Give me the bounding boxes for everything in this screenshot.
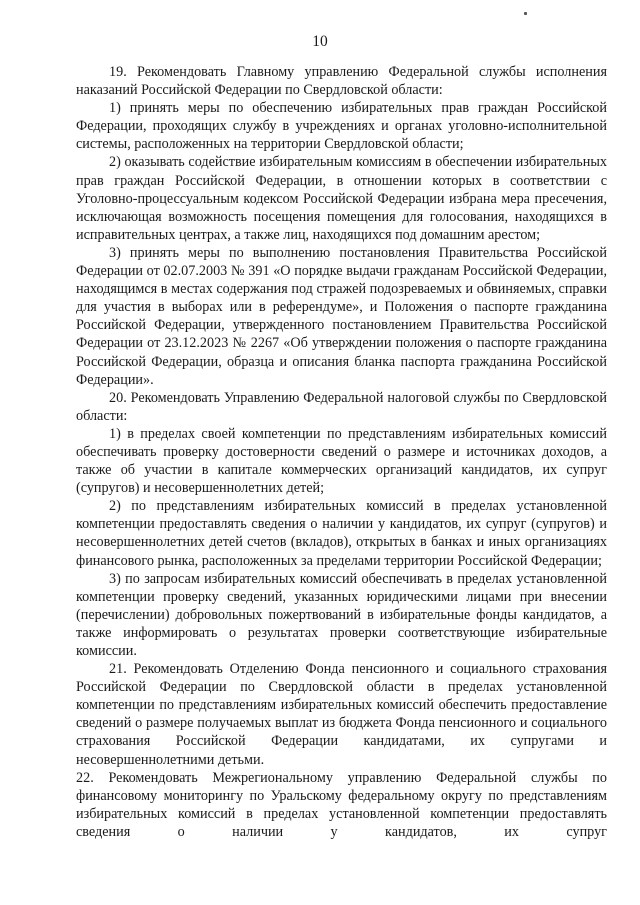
paragraph-20-item-2: 2) по представлениям избирательных комиссий в пределах установленной компетенции предоставлять сведения о наличии у кандидатов, их супруг (супругов) и несовершеннолетних детей счетов (вкладов), открытых в банках и иных организациях финансового рынка, расположенных за пределами территории Российской Федерации; [76, 498, 607, 569]
scan-speck [524, 12, 527, 15]
paragraph-19-item-3: 3) принять меры по выполнению постановления Правительства Российской Федерации от 02.07.2003 № 391 «О порядке выдачи гражданам Российской Федерации, находящимся в местах содержания под стражей подозреваемых и обвиняемых, справки для участия в выборах или в референдуме», и Положения о паспорте гражданина Российской Федерации, утвержденного постановлением Правительства Российской Федерации от 23.12.2023 № 2267 «Об утверждении положения о паспорте гражданина Российской Федерации, образца и описания бланка паспорта гражданина Российской Федерации». [76, 244, 607, 388]
document-body [76, 63, 607, 841]
paragraph-20-item-1: 1) в пределах своей компетенции по представлениям избирательных комиссий обеспечивать проверку достоверности сведений о размере и источниках доходов, а также об участии в капитале коммерческих организаций кандидатов, их супруг (супругов) и несовершеннолетних детей; [76, 425, 607, 497]
paragraph-20-item-3: 3) по запросам избирательных комиссий обеспечивать в пределах установленной компетенции проверку сведений, указанных юридическими лицами при внесении (перечислении) добровольных пожертвований в избирательные фонды кандидатов, а также информировать о результатах проверки соответствующие избирательные комиссии. [76, 570, 607, 659]
paragraph-22: 22. Рекомендовать Межрегиональному управлению Федеральной службы по финансовому мониторингу по Уральскому федеральному округу по представлениям избирательных комиссий в пределах установленной компетенции предоставлять сведения о наличии у кандидатов, их супруг [76, 769, 607, 840]
paragraph-19-item-1: 1) принять меры по обеспечению избирательных прав граждан Российской Федерации, проходящих службу в учреждениях и органах уголовно-исполнительной системы, расположенных на территории Свердловской области; [76, 100, 607, 153]
paragraph-19-item-2: 2) оказывать содействие избирательным комиссиям в обеспечении избирательных прав граждан Российской Федерации, в отношении которых в соответствии с Уголовно-процессуальным кодексом Российской Федерации избрана мера пресечения, исключающая возможность посещения помещения для голосования, находящихся в исправительных центрах, а также лиц, находящихся под домашним арестом; [76, 154, 607, 243]
page-number: 10 [312, 33, 328, 50]
paragraph-20: 20. Рекомендовать Управлению Федеральной налоговой службы по Свердловской области: [76, 389, 607, 424]
paragraph-19: 19. Рекомендовать Главному управлению Федеральной службы исполнения наказаний Российской Федерации по Свердловской области: [76, 64, 607, 99]
paragraph-21: 21. Рекомендовать Отделению Фонда пенсионного и социального страхования Российской Федерации по Свердловской области в пределах установленной компетенции по представлениям избирательных комиссий обеспечить предоставление сведений о размере получаемых выплат из бюджета Фонда пенсионного и социального страхования Российской Федерации кандидатами, их супругами и несовершеннолетними детьми. [76, 661, 607, 768]
